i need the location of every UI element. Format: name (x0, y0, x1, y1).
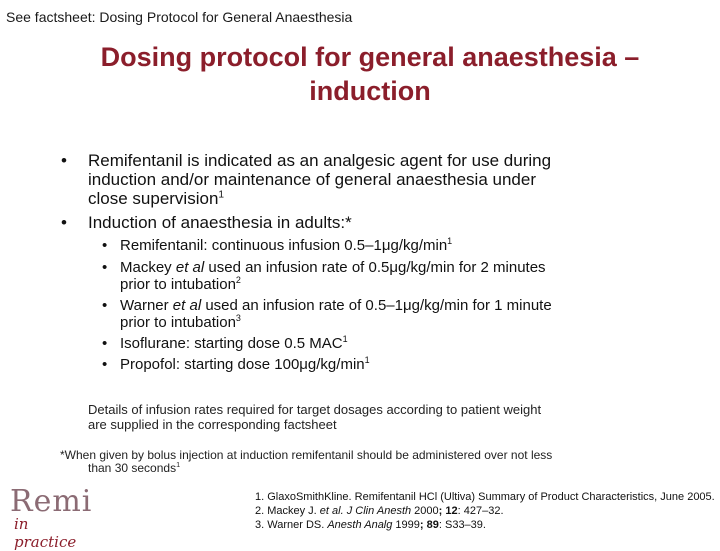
reference-2 (255, 504, 715, 518)
ref-superscript: 1 (342, 334, 348, 344)
subbullet-text: Propofol: starting dose 100μg/kg/min (120, 356, 365, 373)
ref-pages: : S33–39. (438, 519, 486, 531)
bullet-line (88, 189, 678, 208)
et-al: et al. (319, 505, 344, 517)
journal-name: J Clin Anesth (343, 505, 412, 517)
bullet-dot: • (61, 213, 67, 232)
bullet-dot: • (102, 237, 108, 254)
reference-1: 1. GlaxoSmithKline. Remifentanil HCl (Ultiva) Summary of Product Characteristics, June 2005. (255, 491, 715, 503)
bullet-line: induction and/or maintenance of general anaesthesia under (88, 170, 536, 189)
ref-year: 1999 (392, 519, 420, 531)
ref-text: 3. Warner DS. (255, 519, 328, 531)
ref-year: 2000 (411, 505, 439, 517)
logo-word: Remi (10, 484, 93, 519)
infusion-details-note (88, 402, 698, 432)
ref-superscript: 3 (235, 313, 241, 323)
title-line-2: induction (309, 76, 431, 106)
subbullet-text: prior to intubation (120, 276, 236, 293)
subbullet-text: Isoflurane: starting dose 0.5 MAC (120, 335, 343, 352)
ref-superscript: 1 (176, 460, 181, 469)
bullet-text: close supervision (88, 189, 219, 208)
factsheet-note: See factsheet: Dosing Protocol for General Anaesthesia (6, 9, 353, 25)
subbullet-text: used an infusion rate of 0.5μg/kg/min for 2 minutes (204, 259, 546, 276)
subbullet-text: Remifentanil: continuous infusion 0.5–1μg/kg/min (120, 237, 448, 254)
et-al: et al (172, 297, 202, 314)
bullet-dot: • (102, 335, 108, 352)
ref-superscript: 2 (235, 275, 241, 285)
subbullet-line (120, 276, 710, 293)
bolus-footnote (60, 449, 700, 475)
details-line: are supplied in the corresponding factsheet (88, 417, 337, 432)
footnote-text: than 30 seconds (88, 461, 177, 475)
footnote-line: *When given by bolus injection at induction remifentanil should be administered over not less (60, 448, 553, 462)
subbullet-text: Warner (120, 297, 173, 314)
page-title (40, 40, 700, 108)
ref-text: 2. Mackey J. (255, 505, 320, 517)
bullet-line: Induction of anaesthesia in adults:* (88, 213, 352, 232)
subbullet-text: Mackey (120, 259, 176, 276)
subbullet-text: prior to intubation (120, 314, 236, 331)
subbullet-text: used an infusion rate of 0.5–1μg/kg/min for 1 minute (201, 297, 552, 314)
reference-3 (255, 518, 715, 532)
title-line-1: Dosing protocol for general anaesthesia – (100, 42, 640, 72)
ref-superscript: 1 (218, 189, 225, 201)
bullet-line: Remifentanil is indicated as an analgesic agent for use during (88, 151, 552, 170)
remi-in-practice-logo (10, 484, 93, 551)
ref-superscript: 1 (364, 355, 370, 365)
footnote-line (60, 462, 700, 475)
bullet-dot: • (102, 259, 108, 276)
ref-pages: : 427–32. (457, 505, 504, 517)
bullet-dot: • (61, 151, 67, 170)
subbullet-line (120, 297, 710, 314)
ref-text: ; 89 (419, 519, 439, 531)
et-al: et al (175, 259, 205, 276)
details-line: Details of infusion rates required for target dosages according to patient weight (88, 402, 542, 417)
references (255, 490, 715, 532)
journal-name: Anesth Analg (327, 519, 393, 531)
logo-tagline: in practice (14, 515, 77, 551)
subbullet-line (120, 259, 710, 276)
bullet-dot: • (102, 297, 108, 314)
ref-superscript: 1 (447, 236, 453, 246)
ref-text: ; 12 (438, 505, 458, 517)
subbullet-line (120, 314, 710, 331)
bullet-dot: • (102, 356, 108, 373)
